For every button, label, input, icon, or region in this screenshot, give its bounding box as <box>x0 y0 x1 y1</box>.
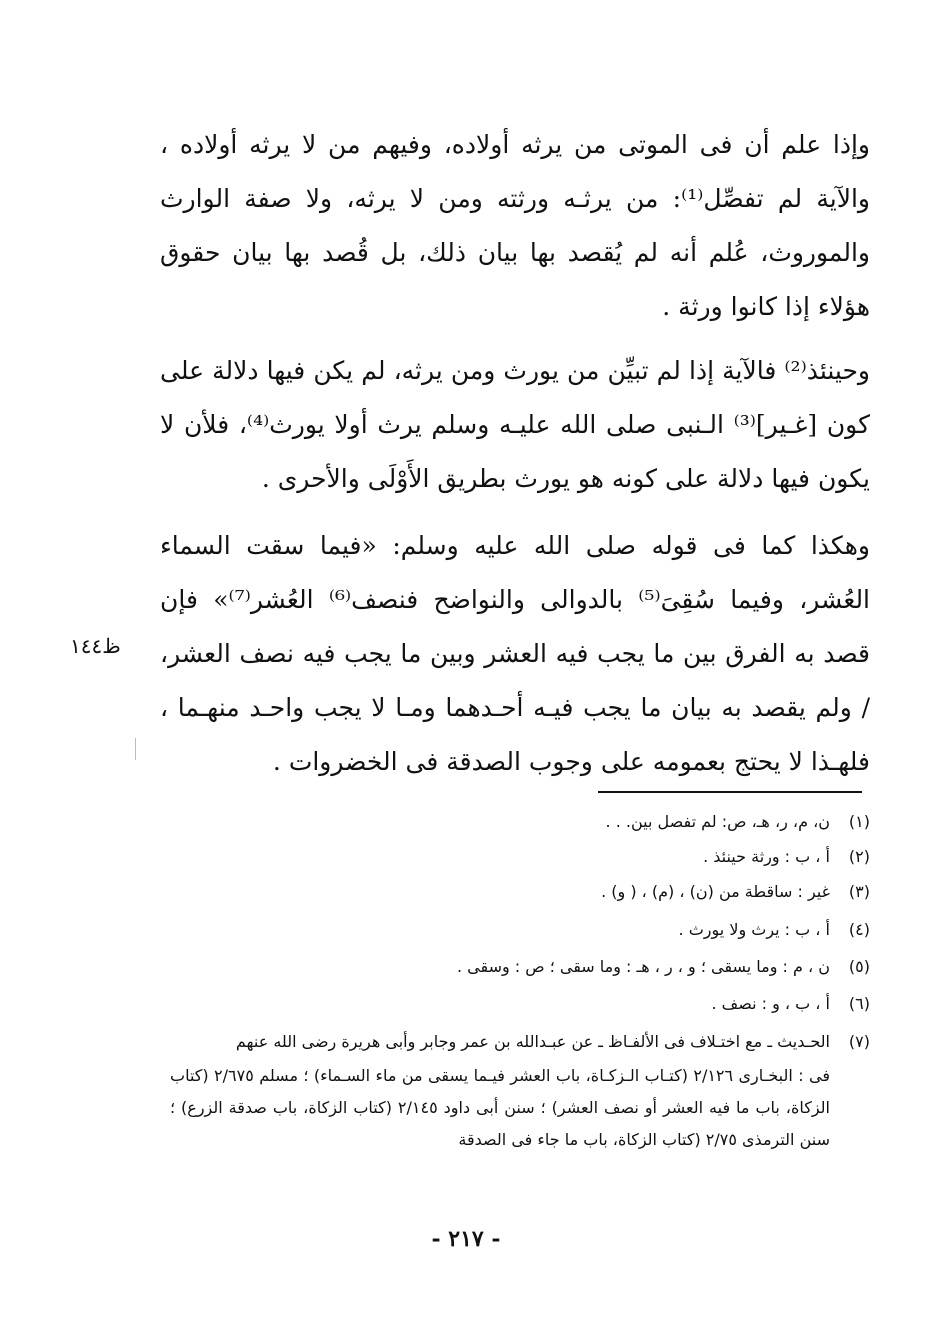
footnote-number: (٦) <box>848 994 870 1013</box>
footnote-4 <box>170 918 870 942</box>
footnote-number: (٢) <box>848 847 870 866</box>
footnote-text: ن، م، ر، هـ، ص: لم تفصل بين. . . <box>605 812 830 831</box>
footnote-number: (٧) <box>848 1032 870 1051</box>
footnote-2 <box>170 845 870 869</box>
footnote-3 <box>170 880 870 904</box>
footnote-separator <box>598 791 862 793</box>
footnote-6 <box>170 992 870 1016</box>
margin-mark <box>135 738 136 760</box>
footnote-text: أ ، ب : يرث ولا يورث . <box>678 920 830 939</box>
footnote-text: غير : ساقطة من (ن) ، (م) ، ( و) . <box>601 882 830 901</box>
paragraph-1: وإذا علم أن فى الموتى من يرثه أولاده، وفيهم من لا يرثه أولاده ، والآية لم تفصِّل⁽¹⁾: من يرثـه ورثته ومن لا يرثه، ولا صفة الوارث والموروث، عُلم أنه لم يُقصد بها بيان ذلك، بل قُصد بها بيان حقوق هؤلاء إذا كانوا ورثة . <box>160 130 870 321</box>
footnote-1 <box>170 810 870 834</box>
paragraph-3: وهكذا كما فى قوله صلى الله عليه وسلم: «فيما سقت السماء العُشر، وفيما سُقِىَ⁽⁵⁾ بالدوالى والنواضح فنصف⁽⁶⁾ العُشر⁽⁷⁾» فإن قصد به الفرق بين ما يجب فيه العشر وبين ما يجب فيه نصف العشر، / ولم يقصد به بيان ما يجب فيـه أحـدهما ومـا لا يجب واحـد منهـما ، فلهـذا لا يحتج بعمومه على وجوب الصدقة فى الخضروات . <box>160 531 871 776</box>
footnote-text: أ ، ب : ورثة حينئذ . <box>703 847 830 866</box>
footnote-number: (٥) <box>848 957 870 976</box>
footnote-5 <box>170 955 870 979</box>
footnote-number: (١) <box>848 812 870 831</box>
page-number: - ٢١٧ - <box>431 1226 501 1252</box>
margin-folio-note: ظ١٤٤ <box>70 634 121 658</box>
footnote-7-continuation: فى : البخـارى ٢/١٢٦ (كتـاب الـزكـاة، باب العشر فيـما يسقى من ماء السـماء) ؛ مسلم ٢/٦٧٥ (كتاب الزكاة، باب ما فيه العشر أو نصف العشر) ؛ سنن أبى داود ٢/١٤٥ (كتاب الزكاة، باب صدقة الزرع) ؛ سنن الترمذى ٢/٧٥ (كتاب الزكاة، باب ما جاء فى الصدقة <box>170 1066 831 1149</box>
paragraph-2: وحينئذ⁽²⁾ فالآية إذا لم تبيِّن من يورث ومن يرثه، لم يكن فيها دلالة على كون [غـير]⁽³⁾ الـنبى صلى الله عليـه وسلم يرث أولا يورث⁽⁴⁾، فلأن لا يكون فيها دلالة على كونه هو يورث بطريق الأَوْلَى والأحرى . <box>160 356 870 493</box>
footnote-text: ن ، م : وما يسقى ؛ و ، ر ، هـ : وما سقى ؛ ص : وسقى . <box>456 957 830 976</box>
footnote-text: الحـديث ـ مع اختـلاف فى الألفـاظ ـ عن عبـدالله بن عمر وجابر وأبى هريرة رضى الله عنهم <box>235 1032 830 1051</box>
footnote-number: (٣) <box>848 882 870 901</box>
footnote-text: أ ، ب ، و : نصف . <box>711 994 830 1013</box>
footnote-number: (٤) <box>848 920 870 939</box>
footnote-7 <box>170 1030 870 1054</box>
